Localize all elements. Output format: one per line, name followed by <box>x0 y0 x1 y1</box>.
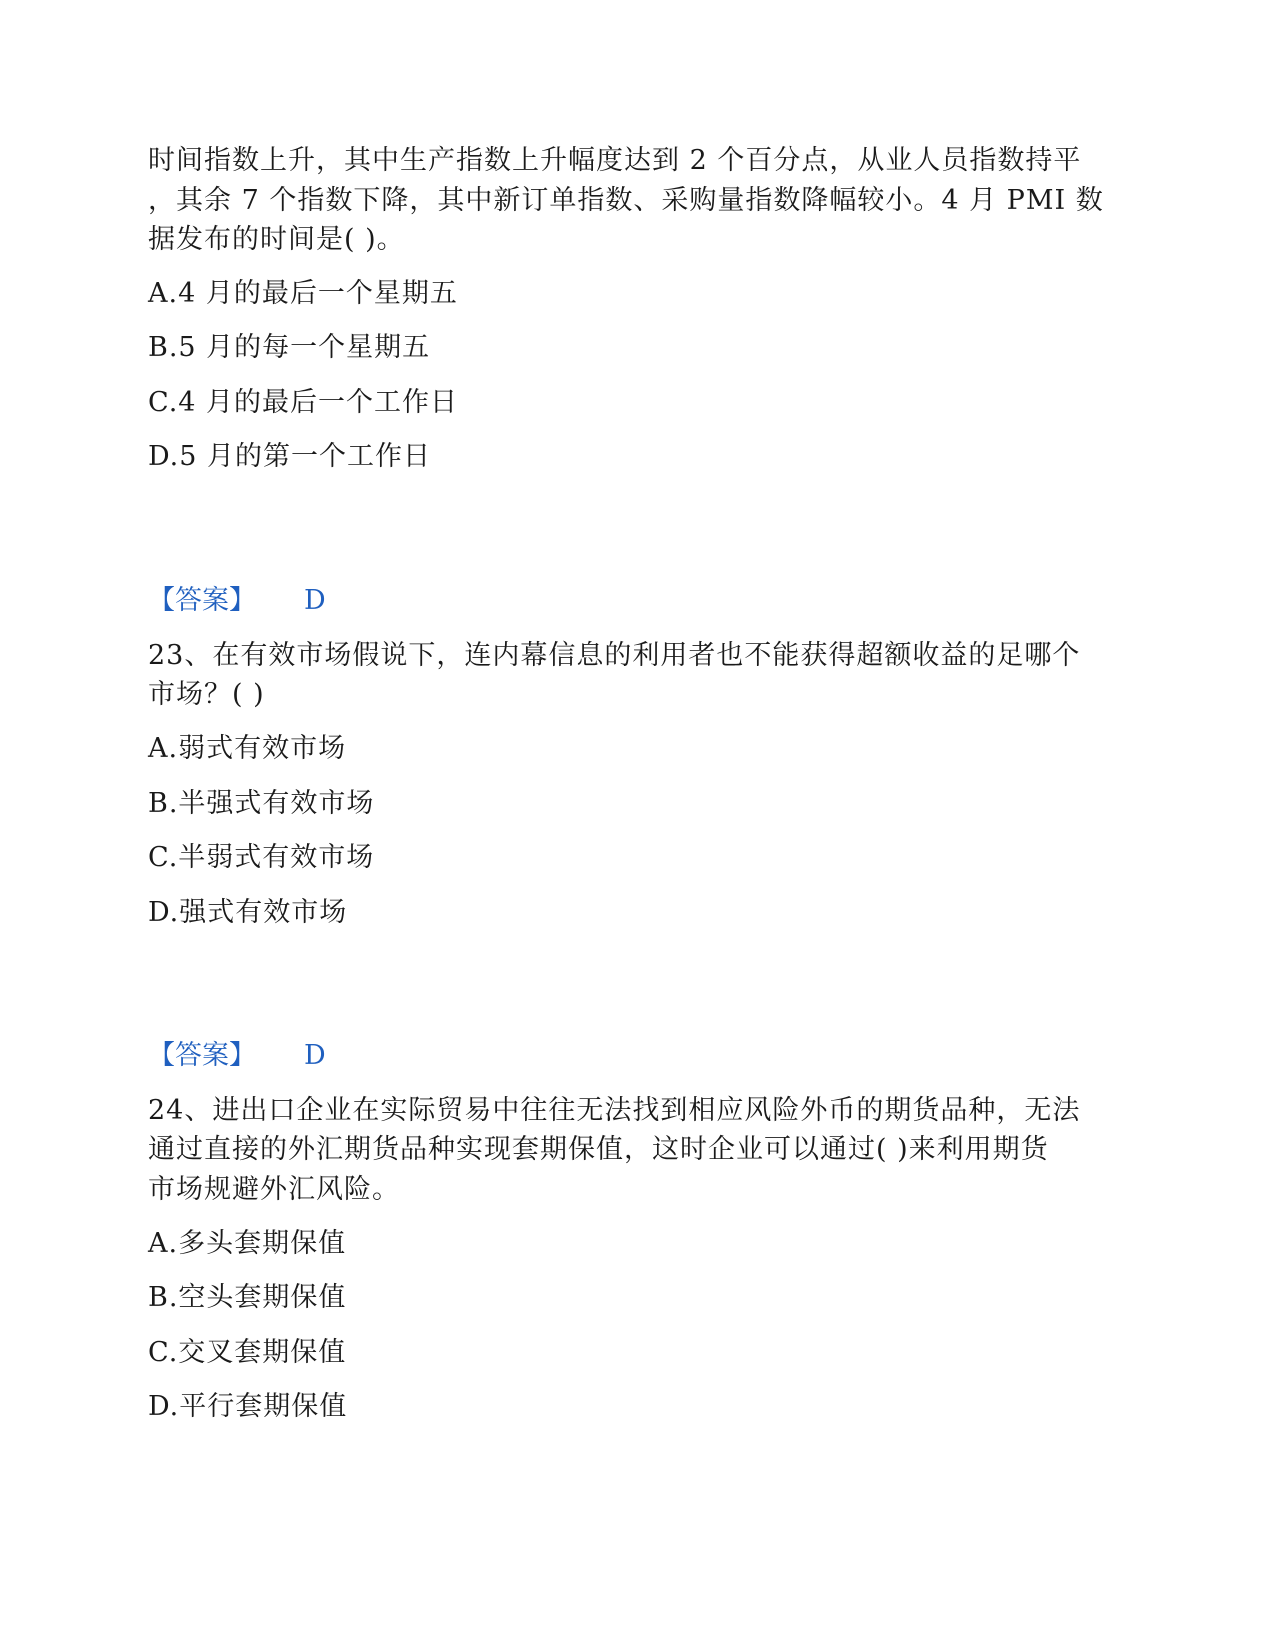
question-23-line-1: 23、在有效市场假说下，连内幕信息的利用者也不能获得超额收益的足哪个 <box>148 640 1081 671</box>
question-22-answer <box>148 581 326 621</box>
answer-label: 【答案】 <box>148 1040 256 1071</box>
question-24-option-c: C.交叉套期保值 <box>148 1337 347 1368</box>
question-24-option-b: B.空头套期保值 <box>148 1282 347 1313</box>
question-24-line-2: 通过直接的外汇期货品种实现套期保值，这时企业可以通过( )来利用期货 <box>148 1134 1049 1165</box>
question-22-option-d: D.5 月的第一个工作日 <box>148 441 432 472</box>
question-23-option-c: C.半弱式有效市场 <box>148 842 375 873</box>
question-23-line-2: 市场？( ) <box>148 679 265 710</box>
question-23-answer <box>148 1036 326 1076</box>
question-24-line-3: 市场规避外汇风险。 <box>148 1174 400 1205</box>
answer-label: 【答案】 <box>148 585 256 616</box>
answer-value: D <box>304 585 326 616</box>
question-22-line-3: 据发布的时间是( )。 <box>148 224 405 255</box>
question-23-option-b: B.半强式有效市场 <box>148 788 375 819</box>
question-24-line-1: 24、进出口企业在实际贸易中往往无法找到相应风险外币的期货品种，无法 <box>148 1095 1081 1126</box>
question-22-option-a: A.4 月的最后一个星期五 <box>148 278 458 309</box>
question-22-line-2: ，其余 7 个指数下降，其中新订单指数、采购量指数降幅较小。4 月 PMI 数 <box>148 185 1104 216</box>
question-22-option-c: C.4 月的最后一个工作日 <box>148 387 459 418</box>
question-23-option-d: D.强式有效市场 <box>148 897 348 928</box>
question-24-option-d: D.平行套期保值 <box>148 1391 348 1422</box>
question-22-option-b: B.5 月的每一个星期五 <box>148 332 431 363</box>
answer-value: D <box>304 1040 326 1071</box>
question-23-option-a: A.弱式有效市场 <box>148 733 347 764</box>
question-24-option-a: A.多头套期保值 <box>148 1228 347 1259</box>
question-22-line-1: 时间指数上升，其中生产指数上升幅度达到 2 个百分点，从业人员指数持平 <box>148 145 1082 176</box>
